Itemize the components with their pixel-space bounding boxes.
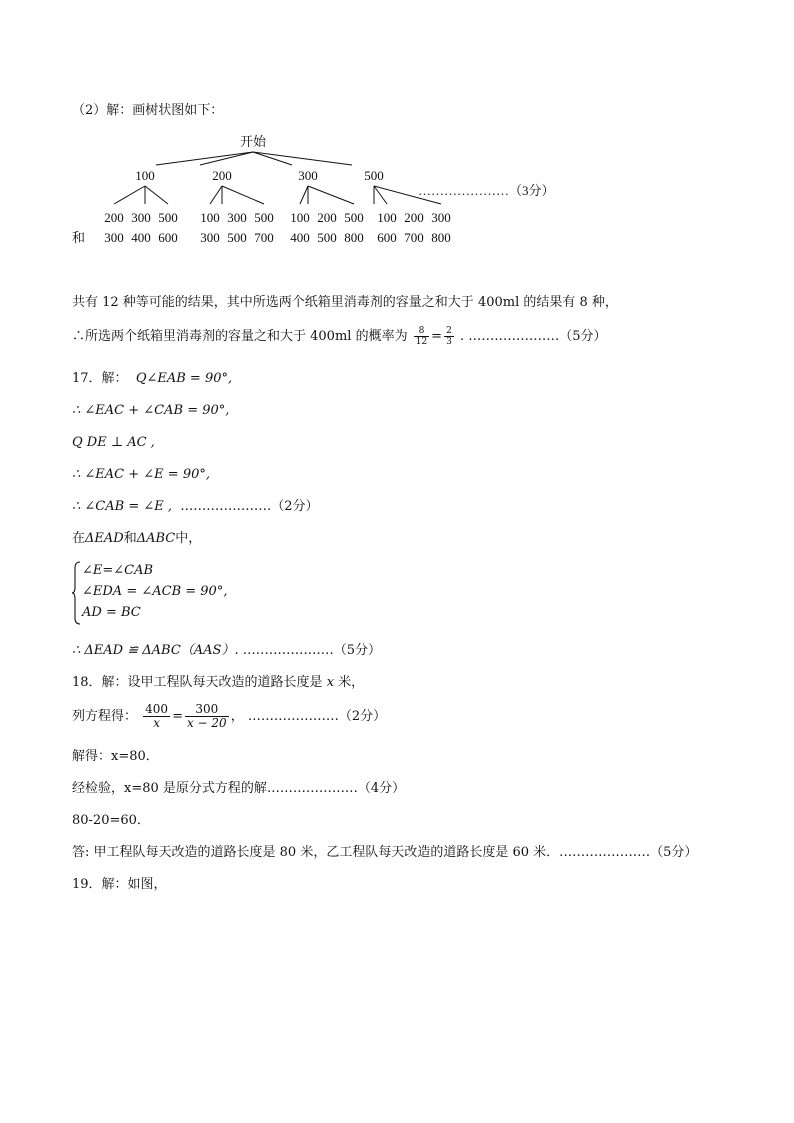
q17-angle-equal: ∴ ∠CAB = ∠E , [72, 499, 172, 514]
tree-leaf: 500 [158, 210, 178, 225]
q17-line-6 [72, 530, 201, 548]
tree-node-500: 500 [364, 168, 384, 183]
q17-line-3: Q DE ⊥ AC , [72, 435, 155, 450]
q18-setup: 18．解：设甲工程队每天改造的道路长度是 [72, 675, 323, 690]
tree-node-200: 200 [212, 168, 232, 183]
q18-score-2: ， …………………（2分） [230, 709, 387, 724]
tree-branch-300-right [308, 186, 354, 204]
tree-branch-root-3 [253, 152, 292, 165]
tree-root-label: 开始 [239, 134, 267, 149]
q17-and-label: 和 [123, 531, 137, 546]
tree-branch-200-left [210, 186, 222, 204]
probability-score: . …………………（5分） [459, 329, 607, 344]
tree-sum: 500 [227, 230, 247, 245]
q17-line-1 [72, 370, 232, 388]
part2-heading: （2）解：画树状图如下： [72, 103, 224, 118]
q17-score-2: …………………（2分） [180, 499, 319, 514]
congruence-statement: ∴ ΔEAD ≌ ΔABC（AAS）. [72, 643, 239, 658]
q18-line-5: 80-20=60． [72, 813, 150, 828]
tree-diagram [0, 0, 794, 260]
probability-text: ∴所选两个纸箱里消毒剂的容量之和大于 400ml 的概率为 [72, 329, 408, 344]
tree-branch-200-right [222, 186, 264, 204]
tree-leaf: 100 [200, 210, 220, 225]
q18-line-2 [72, 703, 386, 730]
q18-unit: 米， [338, 675, 365, 690]
q18-answer: 答: 甲工程队每天改造的道路长度是 80 米，乙工程队每天改造的道路长度是 60 米．…………………（5分） [72, 845, 698, 860]
q17-score-5: …………………（5分） [242, 643, 382, 658]
q18-line-3: 解得：x=80． [72, 749, 159, 764]
tree-leaf: 300 [227, 210, 247, 225]
tree-branch-root-4 [253, 152, 352, 165]
tree-sum: 800 [431, 230, 451, 245]
tree-sum: 500 [317, 230, 337, 245]
tree-sum: 600 [377, 230, 397, 245]
fraction-8-12: $\frac{8}{12}$ [415, 326, 428, 347]
tree-leaf: 100 [290, 210, 310, 225]
condition-3: AD = BC [82, 605, 141, 620]
tree-sum: 300 [104, 230, 124, 245]
q17-middle-label: 中， [175, 531, 202, 546]
tree-leaf: 500 [344, 210, 364, 225]
tree-sum: 800 [344, 230, 364, 245]
tree-sum: 400 [131, 230, 151, 245]
equals-sign: = [431, 329, 443, 344]
q18-line-1 [72, 674, 364, 692]
condition-1: ∠E=∠CAB [82, 563, 154, 578]
tree-leaf: 300 [431, 210, 451, 225]
tree-sum: 400 [290, 230, 310, 245]
q17-in-label: 在 [72, 531, 86, 546]
tree-branch-300-left [300, 186, 308, 204]
tree-leaf: 500 [254, 210, 274, 225]
tree-score: …………………（3分） [418, 183, 555, 198]
tree-node-300: 300 [298, 168, 318, 183]
tree-branch-100-left [114, 186, 145, 204]
q17-given: Q∠EAB = 90°, [135, 371, 233, 386]
tree-leaf: 200 [317, 210, 337, 225]
q17-line-4: ∴ ∠EAC + ∠E = 90°, [72, 467, 210, 482]
fraction-300-x-20: $\frac{300}{x - 20}$ [186, 702, 227, 730]
q17-number: 17．解： [72, 371, 128, 386]
tree-branch-100-right [145, 186, 168, 204]
sum-row-label: 和 [72, 230, 86, 245]
tree-leaf: 100 [377, 210, 397, 225]
q17-line-5 [72, 498, 319, 516]
tree-leaf: 200 [404, 210, 424, 225]
probability-line [72, 326, 607, 347]
tree-branch-root-1 [156, 152, 253, 165]
tree-sum: 600 [158, 230, 178, 245]
triangle-abc: ΔABC [136, 531, 176, 546]
tree-leaf: 300 [131, 210, 151, 225]
condition-2: ∠EDA = ∠ACB = 90°, [82, 584, 228, 599]
left-brace [72, 560, 82, 626]
outcome-count-text: 共有 12 种等可能的结果，其中所选两个纸箱里消毒剂的容量之和大于 400ml 的结果有 8 种， [72, 295, 618, 310]
tree-sum: 700 [404, 230, 424, 245]
q17-conclusion [72, 642, 381, 660]
q19-line-1: 19．解：如图， [72, 877, 167, 892]
tree-sum: 300 [200, 230, 220, 245]
fraction-400-x: $\frac{400}{x}$ [145, 702, 169, 730]
tree-leaf: 200 [104, 210, 124, 225]
q17-line-2: ∴ ∠EAC + ∠CAB = 90°, [72, 403, 230, 418]
tree-node-100: 100 [135, 168, 155, 183]
q18-line-4: 经检验，x=80 是原分式方程的解…………………（4分） [72, 781, 406, 796]
fraction-2-3: $\frac{2}{3}$ [446, 326, 452, 347]
tree-sum: 700 [254, 230, 274, 245]
q18-equation-label: 列方程得： [72, 709, 138, 724]
triangle-ead: ΔEAD [85, 531, 124, 546]
q18-equals: = [172, 709, 183, 724]
q18-variable: x [326, 675, 335, 690]
